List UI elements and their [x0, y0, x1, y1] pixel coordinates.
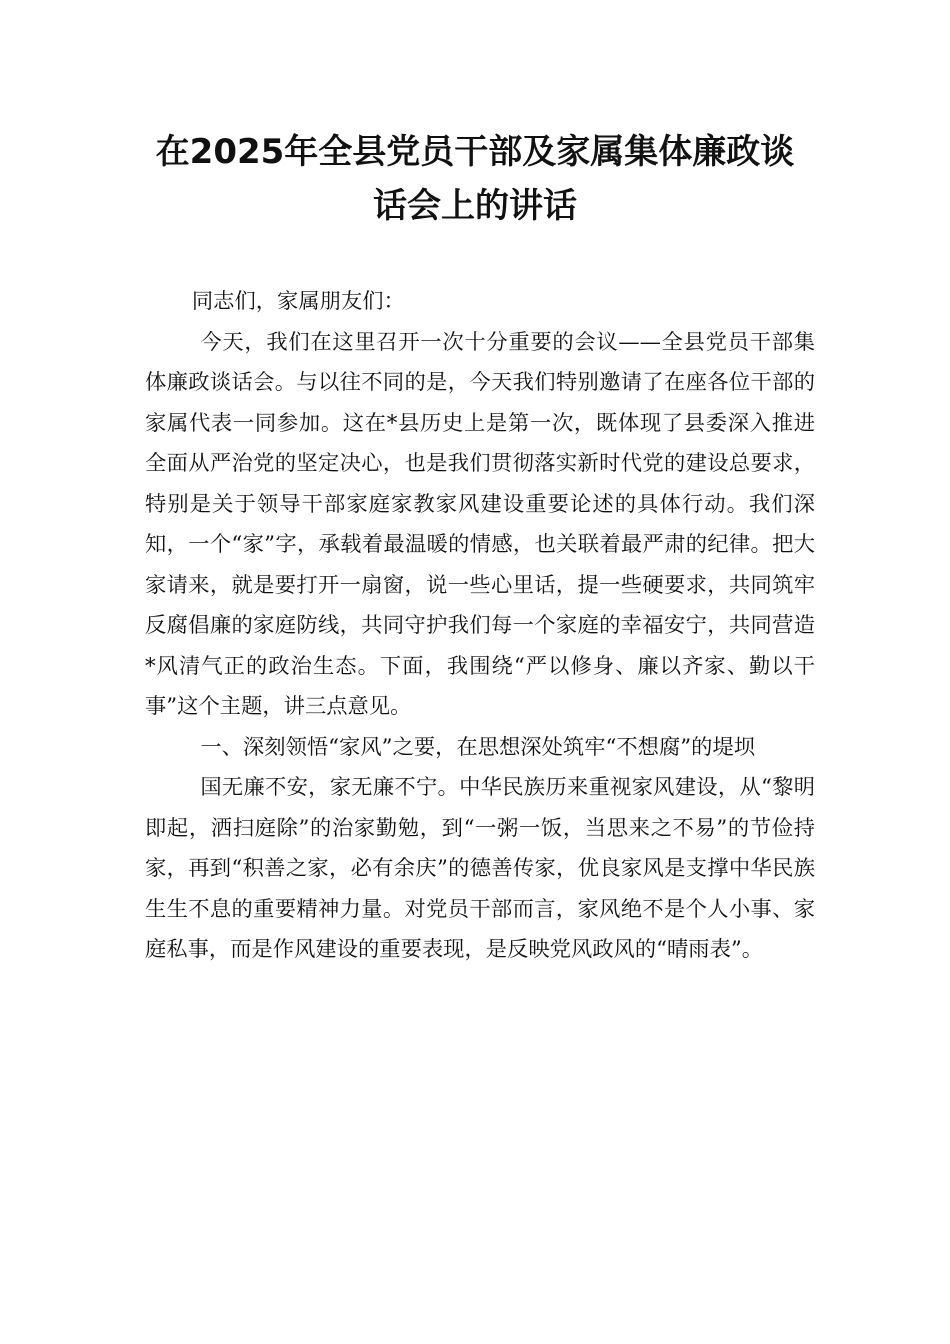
- intro-paragraph: 今天，我们在这里召开一次十分重要的会议——全县党员干部集体廉政谈话会。与以往不同的是，今天我们特别邀请了在座各位干部的家属代表一同参加。这在*县历史上是第一次，既体现了县委深入推进全面从严治党的坚定决心，也是我们贯彻落实新时代党的建设总要求，特别是关于领导干部家庭家教家风建设重要论述的具体行动。我们深知，一个“家”字，承载着最温暖的情感，也关联着最严肃的纪律。把大家请来，就是要打开一扇窗，说一些心里话，提一些硬要求，共同筑牢反腐倡廉的家庭防线，共同守护我们每一个家庭的幸福安宁，共同营造*风清气正的政治生态。下面，我围绕“严以修身、廉以齐家、勤以干事”这个主题，讲三点意见。: [145, 329, 815, 719]
- document-body: [145, 282, 815, 971]
- body-paragraph: 国无廉不安，家无廉不宁。中华民族历来重视家风建设，从“黎明即起，洒扫庭除”的治家勤勉，到“一粥一饭，当思来之不易”的节俭持家，再到“积善之家，必有余庆”的德善传家，优良家风是支撑中华民族生生不息的重要精神力量。对党员干部而言，家风绝不是个人小事、家庭私事，而是作风建设的重要表现，是反映党风政风的“晴雨表”。: [145, 775, 815, 962]
- greeting-paragraph: 同志们，家属朋友们：: [191, 289, 405, 314]
- section-heading: 一、深刻领悟“家风”之要，在思想深处筑牢“不想腐”的堤坝: [200, 734, 756, 760]
- document-title: 在2025年全县党员干部及家属集体廉政谈话会上的讲话: [155, 132, 795, 226]
